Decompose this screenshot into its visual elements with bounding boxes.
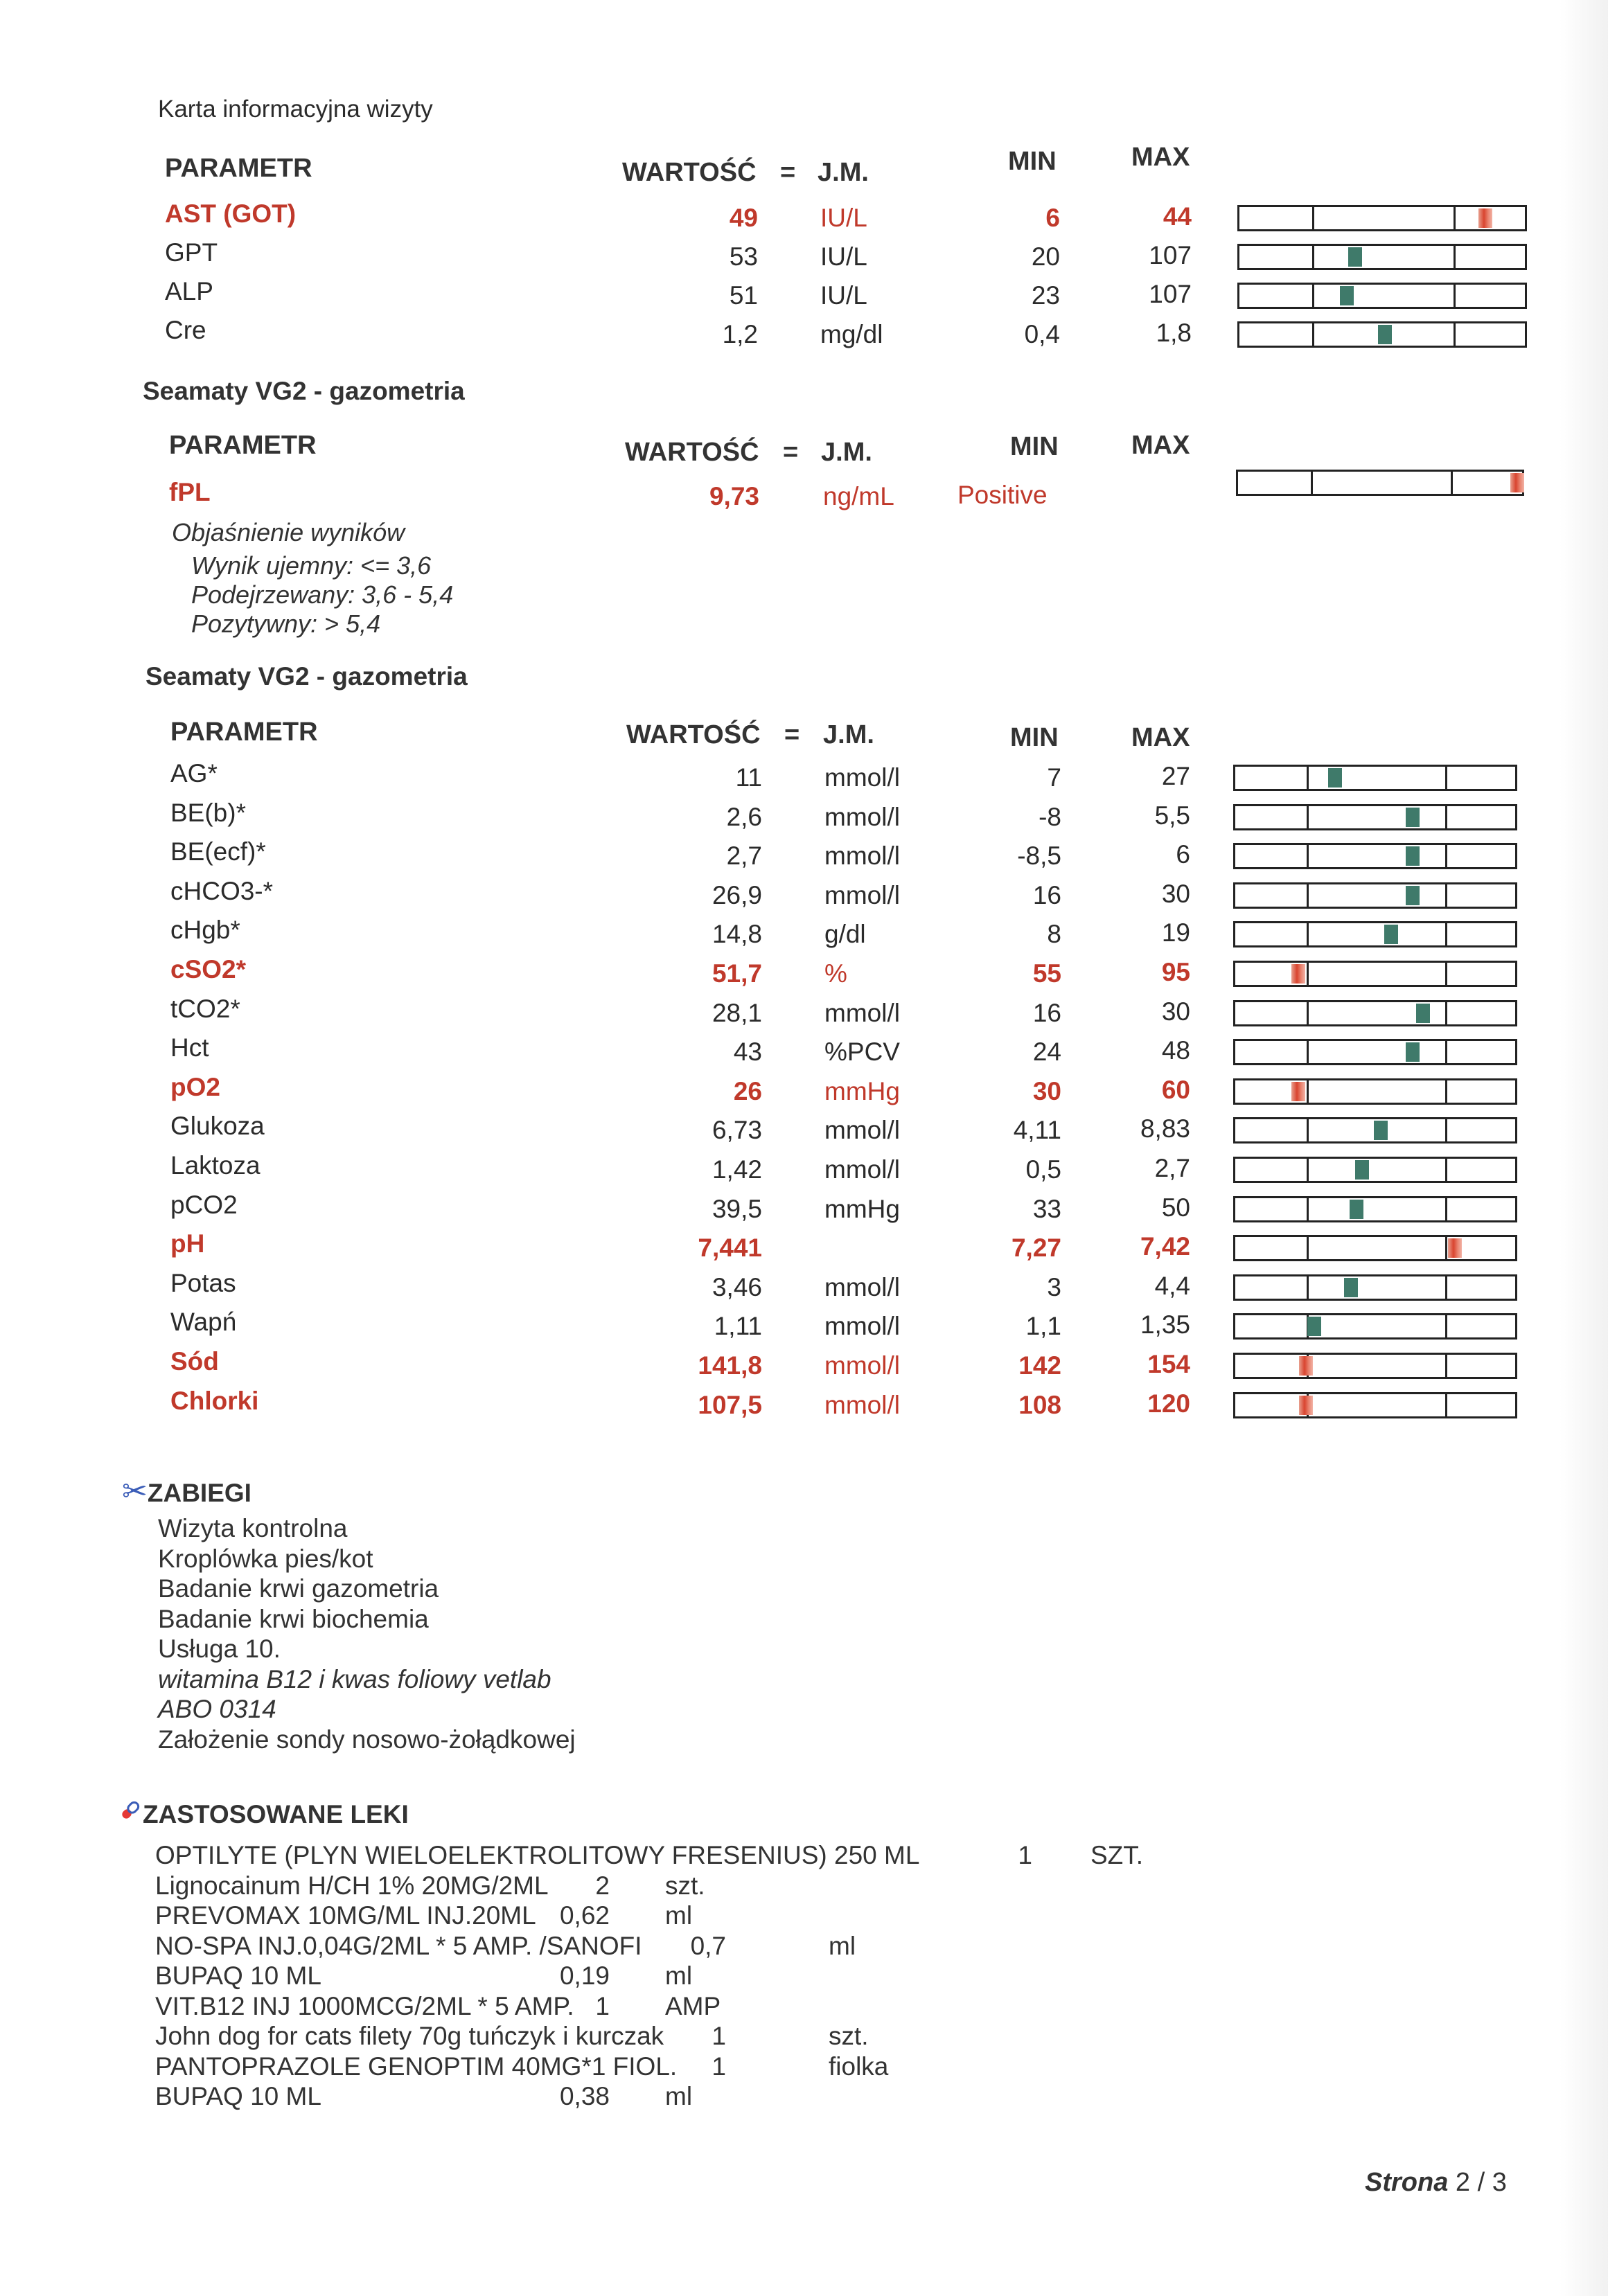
param-name: Sód [170,1347,219,1376]
medication-name: BUPAQ 10 ML [155,1961,321,1990]
procedure-item: Badanie krwi gazometria [158,1574,439,1603]
range-marker [1406,808,1420,827]
range-bar [1233,1078,1517,1105]
medication-qty: 0,19 [559,1961,610,1990]
range-bar [1233,804,1517,830]
param-name: Hct [170,1033,209,1062]
param-unit: mmol/l [824,998,900,1027]
param-value: 26 [733,1076,762,1105]
param-min: 0,5 [1025,1155,1061,1184]
param-value: 28,1 [712,998,762,1027]
medication-name: PANTOPRAZOLE GENOPTIM 40MG*1 FIOL. [155,2052,678,2081]
param-unit: mmol/l [824,802,900,831]
header-unit: J.M. [823,720,874,749]
medication-qty: 0,7 [690,1931,726,1960]
param-max: 6 [1176,840,1190,869]
range-bar [1237,205,1527,231]
explanation-line-negative: Wynik ujemny: <= 3,6 [191,551,432,580]
range-marker [1348,247,1362,267]
param-name: AST (GOT) [165,199,297,228]
page-number [1365,2168,1507,2198]
range-bar [1237,321,1527,348]
param-unit: mmol/l [824,1155,900,1184]
range-bar [1233,1117,1517,1143]
procedures-heading [122,1474,251,1509]
param-unit: IU/L [820,281,867,310]
range-marker [1328,768,1342,787]
medication-unit: szt. [829,2022,869,2050]
procedure-item: Wizyta kontrolna [158,1514,348,1542]
medication-name: John dog for cats filety 70g tuńczyk i kurczak [155,2022,664,2050]
medication-unit: ml [665,2082,693,2110]
range-bar [1233,1039,1517,1065]
procedure-item: witamina B12 i kwas foliowy vetlab [158,1664,551,1693]
param-unit: mmol/l [824,1312,900,1341]
medication-unit: ml [829,1931,856,1960]
header-parameter: PARAMETR [170,718,318,747]
section-title-gazometria-1: Seamaty VG2 - gazometria [143,377,465,405]
medication-name: VIT.B12 INJ 1000MCG/2ML * 5 AMP. [155,1991,574,2020]
param-unit: mmol/l [824,842,900,871]
medication-qty: 1 [712,2052,726,2081]
page-total: / 3 [1477,2168,1507,2197]
param-min: 4,11 [1013,1116,1061,1145]
page-current: 2 [1455,2168,1471,2197]
range-bar [1237,283,1527,309]
medication-qty: 2 [595,1871,610,1900]
header-min: MIN [1010,432,1059,461]
param-value: 2,6 [726,802,762,831]
header-max: MAX [1131,431,1190,460]
param-min: 55 [1032,959,1061,988]
explanation-title: Objaśnienie wyników [172,518,405,546]
param-unit: mmol/l [824,1116,900,1145]
param-name: pH [170,1229,205,1258]
param-value: 49 [729,204,758,232]
param-name: Glukoza [170,1112,265,1141]
param-unit: %PCV [824,1038,900,1067]
param-name: AG* [170,759,218,787]
param-max: 30 [1161,879,1190,908]
param-unit: mmHg [824,1076,900,1105]
range-marker [1299,1396,1313,1415]
param-name: Cre [165,316,206,344]
param-value: 14,8 [712,920,762,949]
param-value: 11 [735,763,762,792]
param-name: pO2 [170,1072,220,1101]
header-parameter: PARAMETR [165,154,312,183]
range-bar [1233,1353,1517,1379]
range-bar [1233,1196,1517,1222]
param-name: cHCO3-* [170,876,274,905]
param-max: 120 [1147,1389,1190,1418]
header-equals: = [780,158,796,187]
page-label: Strona [1365,2168,1449,2197]
param-value: 7,441 [698,1234,762,1263]
param-max: 50 [1161,1193,1190,1222]
param-value: 6,73 [712,1116,762,1145]
param-min: 33 [1032,1194,1061,1223]
param-min: 1,1 [1025,1312,1061,1341]
header-equals: = [784,720,800,749]
range-marker [1448,1238,1462,1258]
range-marker [1478,208,1492,228]
range-marker [1291,964,1305,984]
param-min: 30 [1032,1076,1061,1105]
param-min: 24 [1032,1038,1061,1067]
fpl-unit: ng/mL [823,482,894,510]
param-max: 2,7 [1154,1154,1190,1182]
param-name: BE(ecf)* [170,837,266,866]
param-name: ALP [165,277,213,305]
medication-name: PREVOMAX 10MG/ML INJ.20ML [155,1901,536,1930]
param-min: 0,4 [1024,320,1060,348]
param-value: 2,7 [726,842,762,871]
param-name: GPT [165,238,218,267]
param-min: 20 [1031,242,1060,271]
param-max: 27 [1161,762,1190,790]
param-name: tCO2* [170,994,240,1023]
param-min: 8 [1047,920,1061,949]
range-marker [1344,1278,1358,1297]
header-equals: = [783,438,799,467]
param-max: 60 [1161,1075,1190,1104]
param-name: BE(b)* [170,798,246,827]
range-bar [1233,1392,1517,1418]
param-max: 154 [1147,1350,1190,1378]
medication-unit: szt. [665,1871,705,1900]
range-marker [1355,1160,1369,1180]
fpl-name: fPL [169,478,211,506]
param-name: Laktoza [170,1151,260,1180]
medication-unit: SZT. [1090,1841,1144,1869]
range-marker [1378,325,1392,344]
param-value: 39,5 [712,1194,762,1223]
param-unit: g/dl [824,920,866,949]
procedures-title: ZABIEGI [147,1479,251,1507]
param-unit: mmol/l [824,1390,900,1419]
header-value: WARTOŚĆ [625,438,759,467]
medication-unit: fiolka [829,2052,889,2081]
section-title-gazometria-2: Seamaty VG2 - gazometria [145,662,468,691]
explanation-line-positive: Pozytywny: > 5,4 [191,609,381,638]
param-min: 16 [1032,998,1061,1027]
param-value: 43 [733,1038,762,1067]
explanation-line-suspected: Podejrzewany: 3,6 - 5,4 [191,580,454,609]
header-min: MIN [1008,147,1057,176]
param-value: 3,46 [712,1272,762,1301]
range-bar [1233,765,1517,791]
param-min: 3 [1047,1272,1061,1301]
param-name: Wapń [170,1308,237,1337]
document-title: Karta informacyjna wizyty [158,96,433,123]
param-name: Potas [170,1268,236,1297]
param-unit: mmol/l [824,880,900,909]
range-marker [1340,286,1354,305]
range-marker [1350,1200,1363,1219]
procedure-item: ABO 0314 [158,1695,276,1723]
range-marker [1299,1356,1313,1376]
param-max: 7,42 [1140,1232,1190,1261]
fpl-range-bar [1236,470,1524,496]
param-min: 142 [1018,1351,1061,1380]
param-max: 19 [1161,918,1190,947]
range-bar [1233,961,1517,987]
header-unit: J.M. [821,438,872,467]
range-bar [1233,882,1517,909]
param-max: 95 [1161,958,1190,986]
header-unit: J.M. [818,158,869,187]
param-min: 6 [1045,204,1060,232]
medication-name: OPTILYTE (PLYN WIELOELEKTROLITOWY FRESENIUS) 250 ML [155,1841,920,1869]
param-max: 4,4 [1154,1271,1190,1300]
param-unit: mmol/l [824,1351,900,1380]
param-min: 23 [1031,281,1060,310]
range-marker [1374,1121,1388,1140]
range-marker [1406,1042,1420,1062]
range-bar [1237,244,1527,270]
range-bar [1233,1274,1517,1301]
param-value: 26,9 [712,880,762,909]
medication-unit: ml [665,1961,693,1990]
procedure-item: Założenie sondy nosowo-żołądkowej [158,1725,576,1754]
range-marker [1416,1004,1430,1023]
medication-name: Lignocainum H/CH 1% 20MG/2ML [155,1871,549,1900]
param-max: 1,35 [1140,1310,1190,1340]
medication-qty: 0,38 [559,2082,610,2110]
range-bar [1233,1313,1517,1340]
header-value: WARTOŚĆ [626,720,761,749]
medication-unit: AMP [665,1991,721,2020]
medication-qty: 1 [595,1991,610,2020]
param-unit: IU/L [820,242,867,271]
range-bar [1233,1157,1517,1183]
medications-heading [118,1798,409,1829]
range-marker [1307,1317,1321,1336]
fpl-min: Positive [957,481,1048,509]
procedure-item: Kroplówka pies/kot [158,1544,373,1573]
range-marker [1384,925,1398,944]
param-value: 1,42 [712,1155,762,1184]
range-marker [1406,886,1420,905]
param-unit: mmHg [824,1194,900,1223]
param-max: 107 [1149,241,1192,269]
param-min: -8,5 [1017,842,1061,871]
param-value: 1,11 [714,1312,762,1341]
param-max: 5,5 [1154,801,1190,830]
medications-title: ZASTOSOWANE LEKI [143,1800,409,1828]
header-max: MAX [1131,143,1190,172]
param-min: 108 [1018,1390,1061,1419]
header-value: WARTOŚĆ [622,158,757,187]
param-value: 1,2 [722,320,758,348]
param-max: 44 [1163,202,1192,231]
param-min: -8 [1039,802,1061,831]
page-edge-shadow [1560,0,1608,2296]
medication-unit: ml [665,1901,693,1930]
range-bar [1233,1235,1517,1261]
range-bar [1233,843,1517,869]
param-name: cSO2* [170,955,247,984]
param-max: 30 [1161,997,1190,1026]
param-max: 8,83 [1140,1114,1190,1143]
param-unit: IU/L [820,204,867,232]
param-unit: % [824,959,847,988]
medication-qty: 1 [712,2022,726,2050]
param-name: pCO2 [170,1190,238,1219]
medication-qty: 1 [1018,1841,1032,1869]
param-min: 7 [1047,763,1061,792]
range-marker [1291,1082,1305,1101]
param-name: Chlorki [170,1386,259,1415]
pill-icon [118,1798,143,1829]
param-value: 107,5 [698,1390,762,1419]
param-value: 53 [729,242,758,271]
medication-qty: 0,62 [559,1901,610,1930]
param-min: 16 [1032,880,1061,909]
header-parameter: PARAMETR [169,431,317,460]
fpl-range-marker [1510,473,1524,492]
param-value: 51 [729,281,758,310]
param-value: 141,8 [698,1351,762,1380]
param-name: cHgb* [170,916,240,945]
param-min: 7,27 [1011,1234,1061,1263]
param-max: 107 [1149,280,1192,308]
scissors-icon: ✂ [122,1475,148,1509]
fpl-value: 9,73 [709,482,759,510]
range-marker [1406,846,1420,866]
param-unit: mmol/l [824,1272,900,1301]
param-max: 1,8 [1156,319,1192,347]
range-bar [1233,921,1517,947]
header-max: MAX [1131,723,1190,752]
param-value: 51,7 [712,959,762,988]
procedure-item: Badanie krwi biochemia [158,1604,429,1633]
range-bar [1233,1000,1517,1026]
procedure-item: Usługa 10. [158,1635,281,1663]
medication-name: NO-SPA INJ.0,04G/2ML * 5 AMP. /SANOFI [155,1931,642,1960]
medication-name: BUPAQ 10 ML [155,2082,321,2110]
param-max: 48 [1161,1036,1190,1065]
param-unit: mmol/l [824,763,900,792]
param-unit: mg/dl [820,320,883,348]
header-min: MIN [1010,723,1059,752]
